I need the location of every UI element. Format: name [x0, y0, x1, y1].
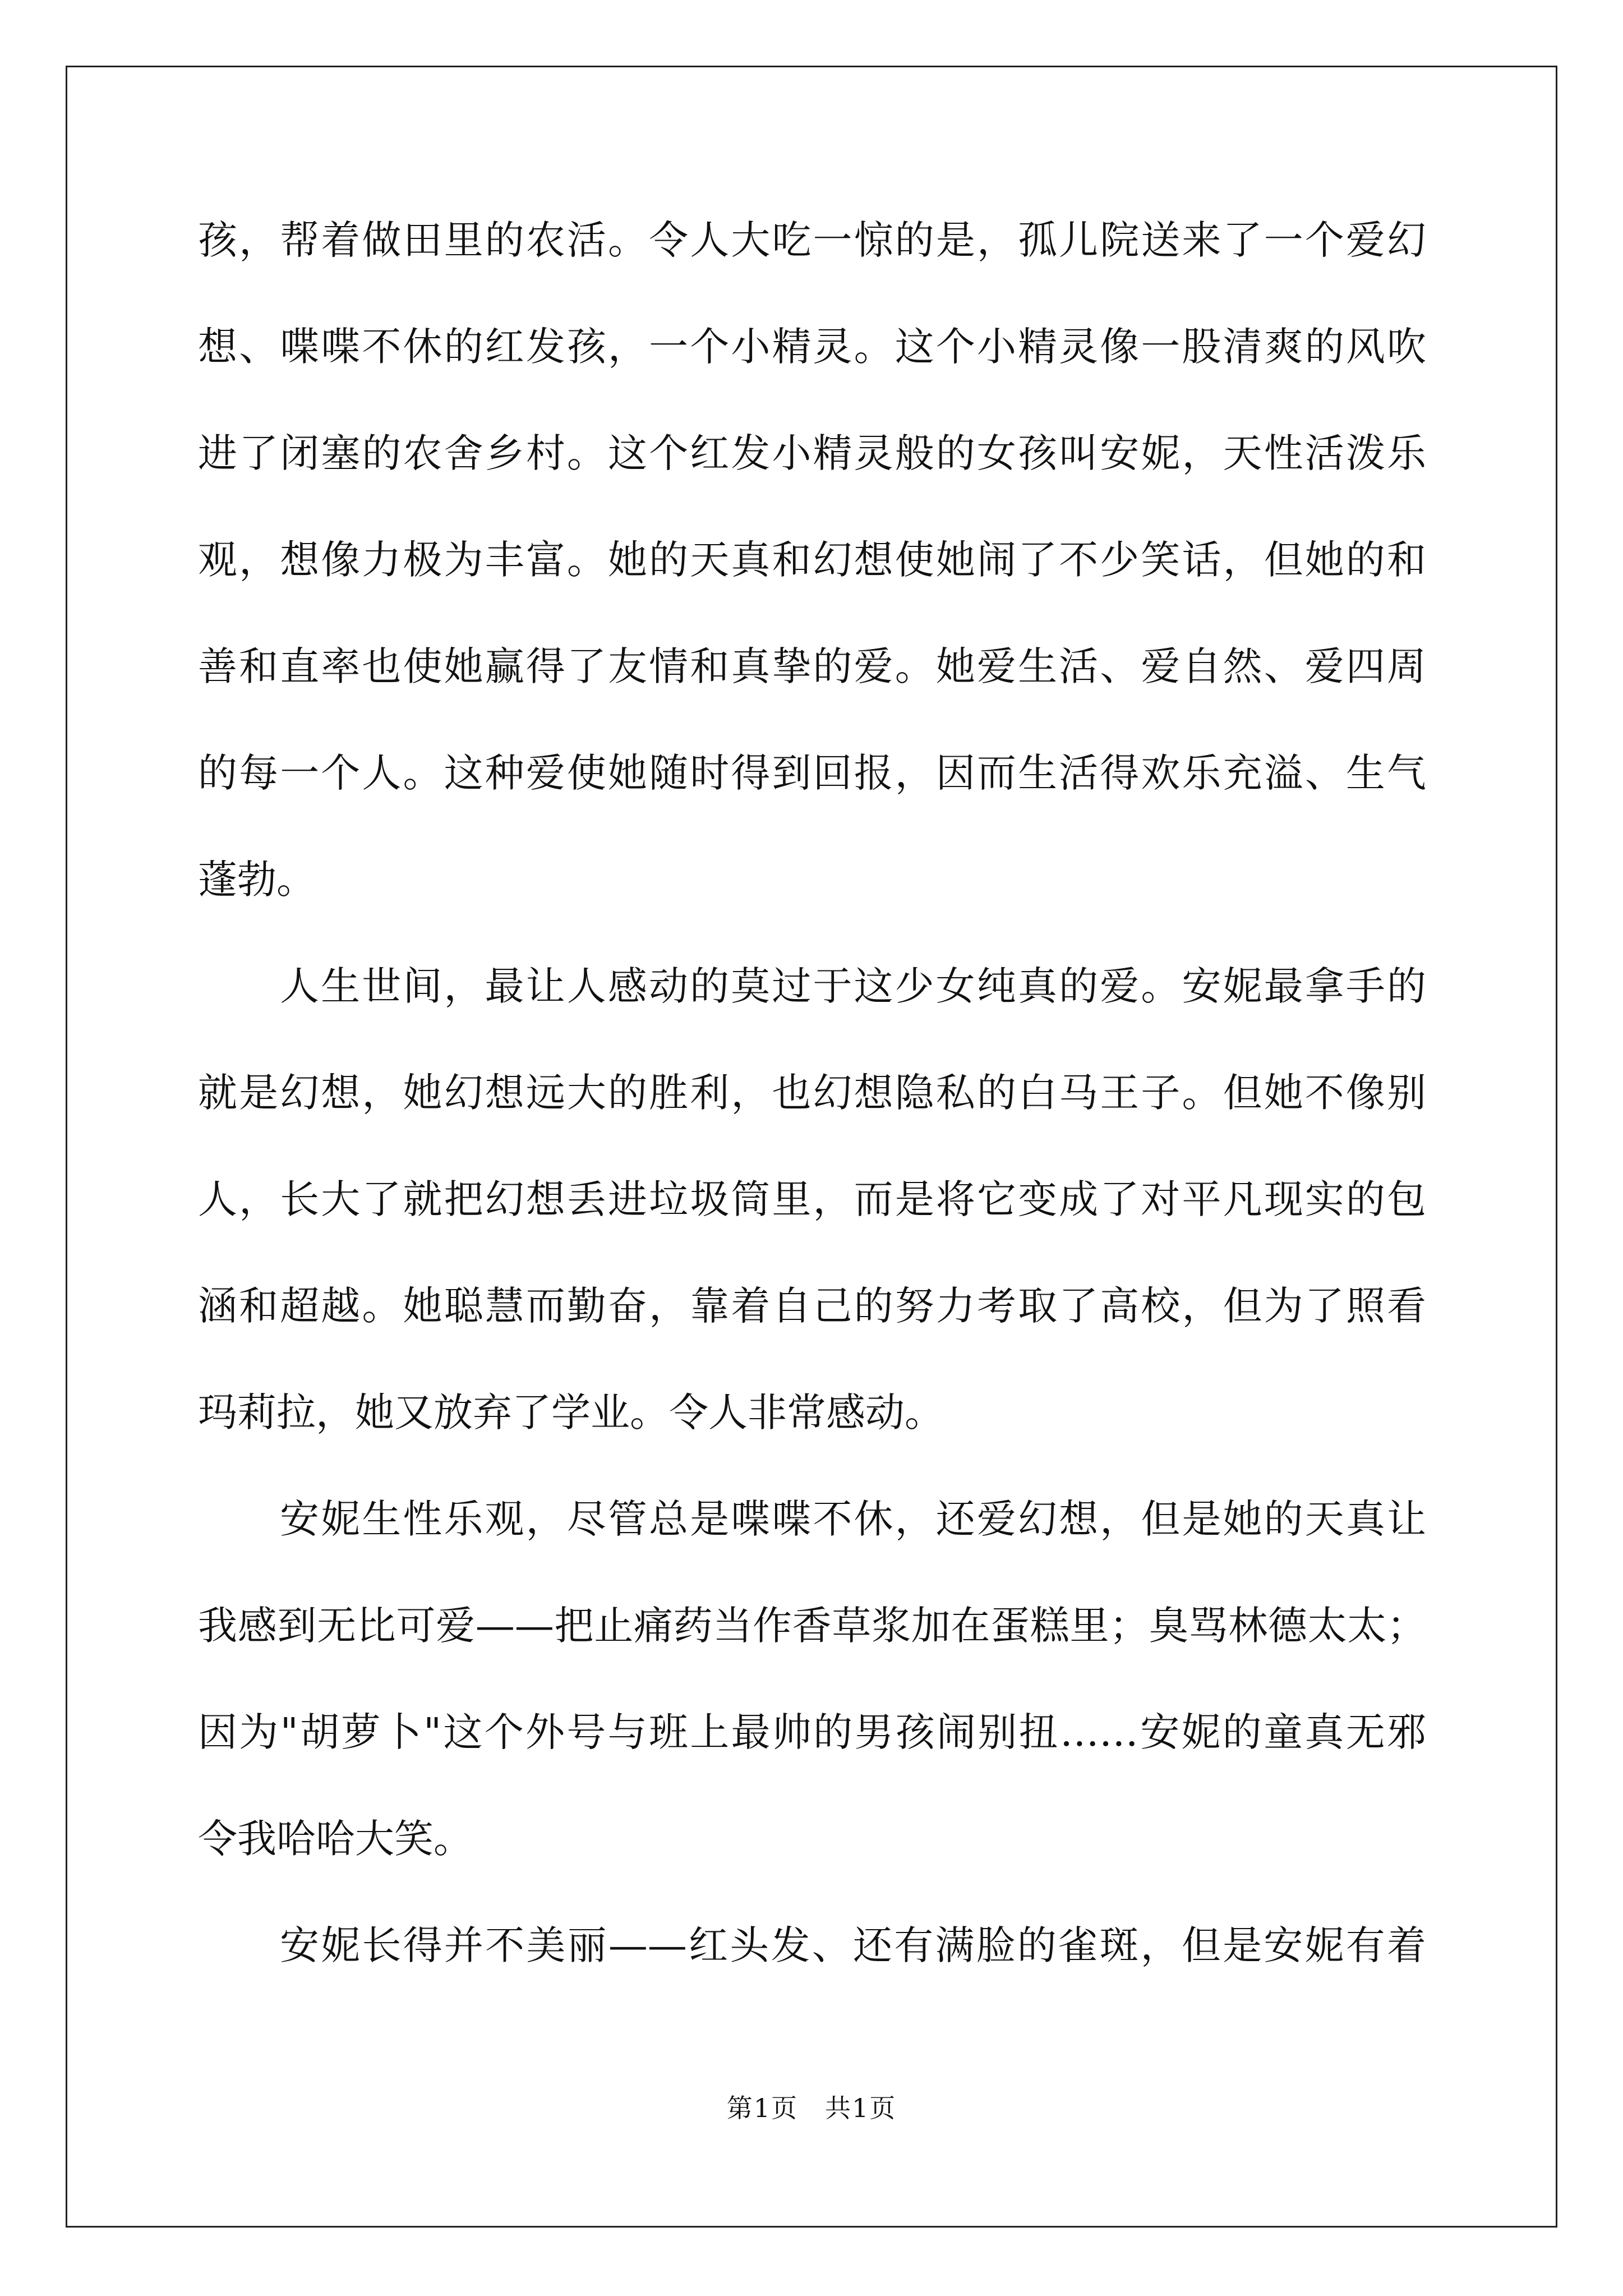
- text-line: 人，长大了就把幻想丢进垃圾筒里，而是将它变成了对平凡现实的包: [198, 1176, 1426, 1222]
- paragraph: [198, 1918, 1426, 1972]
- text-line: 想、喋喋不休的红发孩，一个小精灵。这个小精灵像一股清爽的风吹: [198, 324, 1426, 370]
- text-line: 安妮生性乐观，尽管总是喋喋不休，还爱幻想，但是她的天真让: [280, 1496, 1426, 1542]
- text-line: 善和直率也使她赢得了友情和真挚的爱。她爱生活、爱自然、爱四周: [198, 643, 1426, 689]
- text-line: 观，想像力极为丰富。她的天真和幻想使她闹了不少笑话，但她的和: [198, 537, 1426, 583]
- paragraph: [198, 959, 1426, 1439]
- text-line: 蓬勃。: [198, 857, 316, 903]
- text-line: 进了闭塞的农舍乡村。这个红发小精灵般的女孩叫安妮，天性活泼乐: [198, 430, 1426, 476]
- text-line: 安妮长得并不美丽——红头发、还有满脸的雀斑，但是安妮有着: [280, 1922, 1426, 1968]
- text-line: 令我哈哈大笑。: [198, 1816, 473, 1862]
- document-body: [198, 213, 1426, 2025]
- text-line: 涵和超越。她聪慧而勤奋，靠着自己的努力考取了高校，但为了照看: [198, 1283, 1426, 1329]
- text-line: 人生世间，最让人感动的莫过于这少女纯真的爱。安妮最拿手的: [280, 963, 1426, 1009]
- text-line: 因为"胡萝卜"这个外号与班上最帅的男孩闹别扭……安妮的童真无邪: [198, 1709, 1426, 1755]
- text-line: 就是幻想，她幻想远大的胜利，也幻想隐私的白马王子。但她不像别: [198, 1070, 1426, 1116]
- text-line: 玛莉拉，她又放弃了学业。令人非常感动。: [198, 1389, 944, 1435]
- paragraph: [198, 213, 1426, 907]
- page-footer: 第1页 共1页: [726, 2093, 897, 2123]
- text-line: 的每一个人。这种爱使她随时得到回报，因而生活得欢乐充溢、生气: [198, 750, 1426, 796]
- paragraph: [198, 1492, 1426, 1866]
- text-line: 孩，帮着做田里的农活。令人大吃一惊的是，孤儿院送来了一个爱幻: [198, 217, 1426, 263]
- text-line: 我感到无比可爱——把止痛药当作香草浆加在蛋糕里；臭骂林德太太；: [198, 1603, 1426, 1649]
